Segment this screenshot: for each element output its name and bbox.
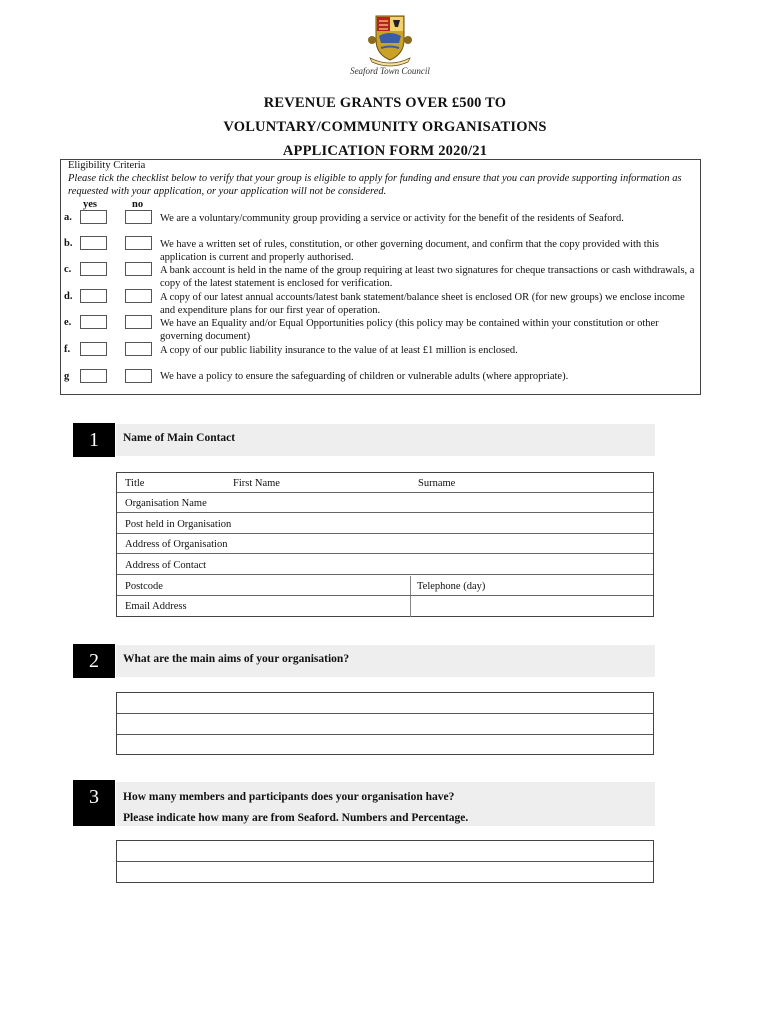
council-crest-logo [366,10,414,68]
contact-address-row[interactable] [117,555,653,575]
surname-field-label: Surname [418,478,456,489]
organisation-address-field-label: Address of Organisation [125,539,228,550]
criteria-letter: d. [64,291,73,302]
criteria-d-yes-checkbox[interactable] [80,289,107,303]
criteria-f-yes-checkbox[interactable] [80,342,107,356]
council-name: Seaford Town Council [350,66,430,76]
post-held-field-label: Post held in Organisation [125,519,232,530]
criteria-d-no-checkbox[interactable] [125,289,152,303]
postcode-telephone-row[interactable] [117,576,653,596]
telephone-field-label: Telephone (day) [417,581,486,592]
criteria-g-yes-checkbox[interactable] [80,369,107,383]
title-name-row[interactable] [117,473,653,493]
criteria-text: A copy of our latest annual accounts/latest bank statement/balance sheet is enclosed OR (for new groups) we enclose income and expenditure plans for our first year of operation. [160,292,685,316]
criteria-b-yes-checkbox[interactable] [80,236,107,250]
criteria-g-no-checkbox[interactable] [125,369,152,383]
criteria-text: A bank account is held in the name of the group requiring at least two signatures for cheque transactions or cash withdrawals, a copy of the latest statement is enclosed for verification. [160,265,695,289]
criteria-text: We have a written set of rules, constitution, or other governing document, and confirm that the copy provided with this application is current and properly authorised. [160,239,659,263]
organisation-address-row[interactable] [117,534,653,554]
section-1-number: 1 [73,423,115,457]
criteria-letter: b. [64,238,73,249]
organisation-name-field-label: Organisation Name [125,498,207,509]
eligibility-heading: Eligibility Criteria [68,160,146,171]
form-title-line-3: APPLICATION FORM 2020/21 [282,143,488,159]
criteria-f-no-checkbox[interactable] [125,342,152,356]
criteria-text: A copy of our public liability insurance to the value of at least £1 million is enclosed. [160,345,518,356]
criteria-text: We have a policy to ensure the safeguarding of children or vulnerable adults (where appropriate). [160,371,569,382]
contact-details-grid [116,472,654,617]
form-title-line-2: VOLUNTARY/COMMUNITY ORGANISATIONS [223,119,547,135]
answer-line [117,713,653,714]
criteria-a-no-checkbox[interactable] [125,210,152,224]
criteria-letter: g [64,371,70,382]
members-participants-answer-box[interactable] [116,840,654,883]
criteria-letter: f. [64,344,71,355]
postcode-telephone-divider [410,576,411,595]
email-field-label: Email Address [125,601,187,612]
yes-column-header: yes [83,199,97,210]
email-divider [410,596,411,617]
eligibility-instructions: Please tick the checklist below to verify that your group is eligible to apply for funding and ensure that you can provide supporting information as requested with your application, or your application will not be considered. [68,173,682,197]
organisation-name-row[interactable] [117,493,653,513]
criteria-letter: c. [64,264,72,275]
criteria-letter: e. [64,317,72,328]
title-field-label: Title [125,478,145,489]
answer-line [117,861,653,862]
no-column-header: no [132,199,144,210]
form-title-line-1: REVENUE GRANTS OVER £500 TO [263,95,507,111]
criteria-a-yes-checkbox[interactable] [80,210,107,224]
section-3-title-line-2: Please indicate how many are from Seaford. Numbers and Percentage. [123,812,469,824]
criteria-e-yes-checkbox[interactable] [80,315,107,329]
criteria-e-no-checkbox[interactable] [125,315,152,329]
criteria-c-no-checkbox[interactable] [125,262,152,276]
criteria-b-no-checkbox[interactable] [125,236,152,250]
criteria-text: We are a voluntary/community group providing a service or activity for the benefit of the residents of Seaford. [160,213,624,224]
criteria-c-yes-checkbox[interactable] [80,262,107,276]
contact-address-field-label: Address of Contact [125,560,207,571]
first-name-field-label: First Name [233,478,280,489]
section-3-number: 3 [73,780,115,826]
section-3-title-line-1: How many members and participants does your organisation have? [123,791,455,803]
organisation-aims-answer-box[interactable] [116,692,654,755]
criteria-text: We have an Equality and/or Equal Opportunities policy (this policy may be contained within your constitution or other governing document) [160,318,659,342]
post-held-row[interactable] [117,514,653,534]
email-row[interactable] [117,596,653,617]
answer-line [117,734,653,735]
section-2-number: 2 [73,644,115,678]
criteria-letter: a. [64,212,72,223]
section-1-title: Name of Main Contact [123,432,236,444]
postcode-field-label: Postcode [125,581,163,592]
section-2-title: What are the main aims of your organisation? [123,653,350,665]
